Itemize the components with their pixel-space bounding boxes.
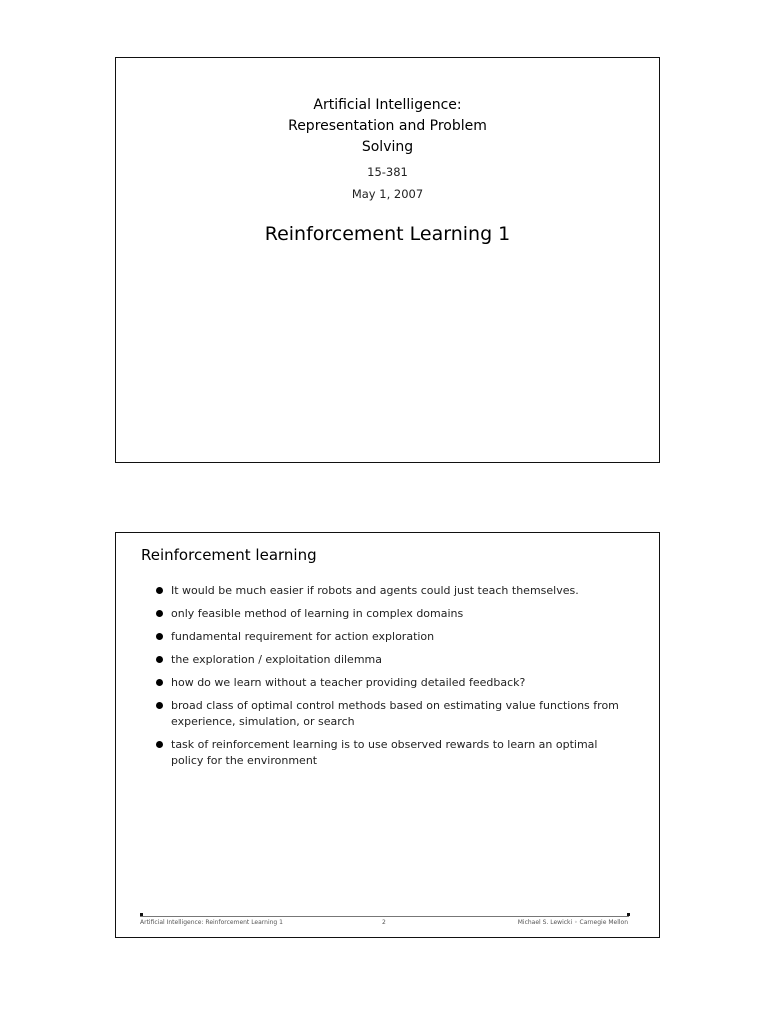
bullet-dot-icon: [156, 679, 163, 686]
bullet-dot-icon: [156, 587, 163, 594]
footer-divider: [140, 916, 629, 917]
bullet-dot-icon: [156, 741, 163, 748]
bullet-text: only feasible method of learning in complex domains: [171, 607, 464, 620]
bullet-text: how do we learn without a teacher providing detailed feedback?: [171, 676, 526, 689]
bullet-item: [150, 675, 630, 691]
bullet-text: the exploration / exploitation dilemma: [171, 653, 382, 666]
bullet-list: [150, 583, 630, 776]
bullet-item: [150, 583, 630, 599]
lecture-date: May 1, 2007: [351, 187, 424, 201]
course-title-line-1: Artificial Intelligence:: [313, 97, 462, 113]
bullet-item: [150, 698, 630, 730]
bullet-text: broad class of optimal control methods based on estimating value functions from experience, simulation, or search: [171, 699, 619, 728]
bullet-dot-icon: [156, 610, 163, 617]
footer-course: Artificial Intelligence: Reinforcement Learning 1: [140, 919, 283, 926]
bullet-text: It would be much easier if robots and agents could just teach themselves.: [171, 584, 579, 597]
course-title-line-2: Representation and Problem: [288, 118, 487, 134]
bullet-item: [150, 629, 630, 645]
course-title-line-3: Solving: [361, 139, 414, 155]
bullet-item: [150, 652, 630, 668]
bullet-item: [150, 737, 630, 769]
bullet-dot-icon: [156, 633, 163, 640]
content-slide: [115, 532, 660, 938]
title-slide: [115, 57, 660, 463]
title-block: [116, 95, 659, 245]
bullet-text: fundamental requirement for action exploration: [171, 630, 435, 643]
lecture-title: Reinforcement Learning 1: [264, 223, 511, 245]
bullet-dot-icon: [156, 656, 163, 663]
bullet-text: task of reinforcement learning is to use observed rewards to learn an optimal policy for the environment: [171, 738, 598, 767]
bullet-dot-icon: [156, 702, 163, 709]
course-number: 15-381: [367, 165, 408, 179]
slide-heading: Reinforcement learning: [141, 546, 317, 564]
bullet-item: [150, 606, 630, 622]
footer-page-number: 2: [382, 919, 386, 926]
footer-author: Michael S. Lewicki ◦ Carnegie Mellon: [517, 919, 628, 926]
